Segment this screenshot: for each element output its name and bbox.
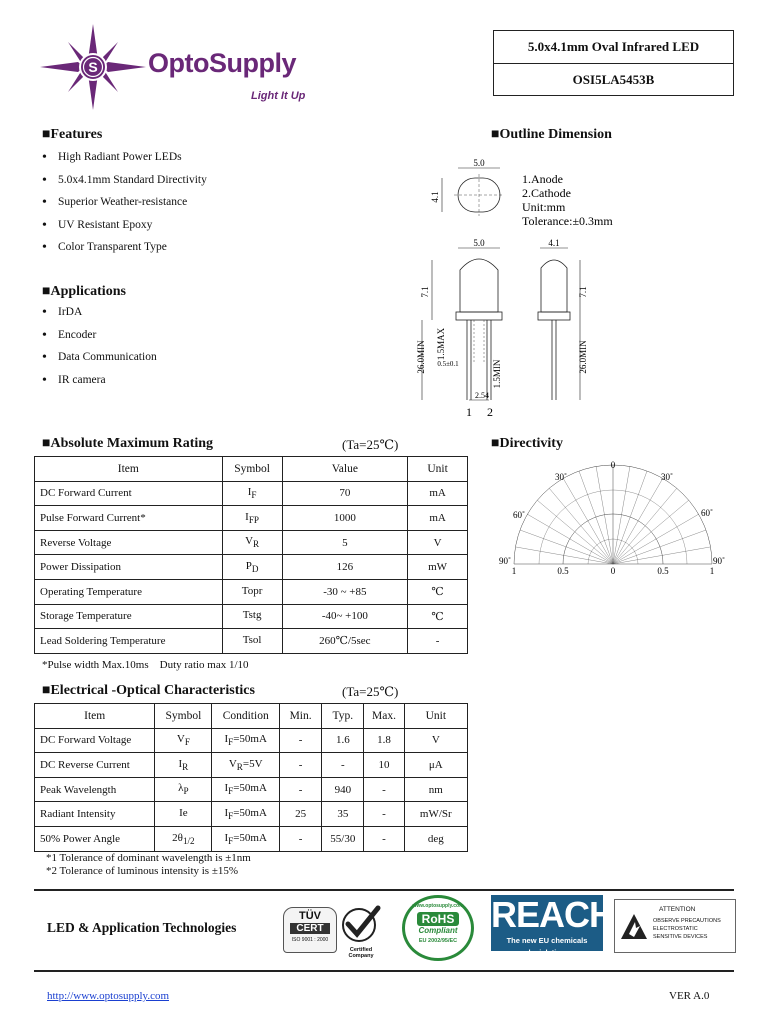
elec-opt-condition: (Ta=25℃) bbox=[342, 684, 399, 699]
symbol-cell: $2\theta_{1/2}$ bbox=[155, 826, 212, 851]
symbol-cell: $V_F$ bbox=[155, 728, 212, 753]
checkmark-icon bbox=[338, 904, 384, 944]
unit-cell: V bbox=[404, 728, 467, 753]
item-cell: 50% Power Angle bbox=[35, 826, 155, 851]
condition-cell: $I_F=50mA$ bbox=[212, 802, 280, 827]
abs-max-footnote: *Pulse width Max.10ms Duty ratio max 1/10 bbox=[42, 659, 249, 671]
angle-label-90-right: 90˚ bbox=[713, 556, 725, 566]
unit-cell: ℃ bbox=[408, 579, 468, 604]
condition-cell: $I_F=50mA$ bbox=[212, 728, 280, 753]
pin-2-label: 2 bbox=[487, 405, 493, 419]
application-item: • IR camera bbox=[42, 374, 342, 397]
reach-big: REACH bbox=[491, 894, 615, 935]
axis-label-05-right: 0.5 bbox=[657, 566, 669, 576]
logo bbox=[38, 22, 328, 112]
esd-line-4: SENSITIVE DEVICES bbox=[653, 934, 708, 940]
symbol-cell: $\lambda_P$ bbox=[155, 777, 212, 802]
product-title: 5.0x4.1mm Oval Infrared LED bbox=[527, 39, 700, 54]
item-cell: DC Forward Current bbox=[35, 481, 223, 506]
angle-label-30-left: 30˚ bbox=[555, 472, 567, 482]
max-cell: - bbox=[364, 826, 404, 851]
column-header: Symbol bbox=[155, 704, 212, 729]
max-cell: - bbox=[364, 802, 404, 827]
website-link[interactable]: http://www.optosupply.com bbox=[47, 990, 170, 1002]
unit-cell: - bbox=[408, 629, 468, 654]
max-cell: 10 bbox=[364, 753, 404, 778]
pin-1-label: 1 bbox=[466, 405, 472, 419]
application-item: • Encoder bbox=[42, 329, 342, 352]
min-cell: 25 bbox=[279, 802, 321, 827]
symbol-cell: $I_F$ bbox=[222, 481, 282, 506]
features-list bbox=[42, 151, 342, 264]
unit-cell: ℃ bbox=[408, 604, 468, 629]
item-cell: Lead Soldering Temperature bbox=[35, 629, 223, 654]
angle-label-30-right: 30˚ bbox=[661, 472, 673, 482]
unit-cell: μA bbox=[404, 753, 467, 778]
min-cell: - bbox=[279, 777, 321, 802]
footer-divider-top bbox=[34, 889, 734, 891]
esd-line-2: OBSERVE PRECAUTIONS bbox=[653, 918, 721, 924]
table-row bbox=[35, 481, 468, 506]
symbol-cell: Tsol bbox=[222, 629, 282, 654]
abs-max-heading: ■Absolute Maximum Rating bbox=[42, 436, 214, 451]
value-cell: 70 bbox=[282, 481, 408, 506]
rohs-mid: RoHS bbox=[417, 912, 459, 926]
elec-opt-note-1: *1 Tolerance of dominant wavelength is ±1nm bbox=[46, 852, 251, 864]
title-box bbox=[493, 30, 734, 96]
table-header-row bbox=[35, 704, 468, 729]
value-cell: 260℃/5sec bbox=[282, 629, 408, 654]
column-header: Value bbox=[282, 457, 408, 482]
logo-star-icon bbox=[38, 22, 148, 112]
outline-legend-cathode: 2.Cathode bbox=[522, 186, 571, 200]
dim-side-height: 7.1 bbox=[578, 286, 588, 298]
dim-side-lead-length: 26.0MIN bbox=[578, 340, 588, 374]
esd-line-1: ATTENTION bbox=[659, 906, 696, 913]
value-cell: -30 ~ +85 bbox=[282, 579, 408, 604]
min-cell: - bbox=[279, 728, 321, 753]
outline-heading: ■Outline Dimension bbox=[491, 127, 612, 142]
rohs-sub: Compliant bbox=[418, 926, 458, 935]
column-header: Item bbox=[35, 704, 155, 729]
max-cell: 1.8 bbox=[364, 728, 404, 753]
table-row bbox=[35, 555, 468, 580]
table-header-row bbox=[35, 457, 468, 482]
item-cell: Reverse Voltage bbox=[35, 530, 223, 555]
typ-cell: 1.6 bbox=[322, 728, 364, 753]
angle-label-60-right: 60˚ bbox=[701, 508, 713, 518]
axis-label-1-right: 1 bbox=[709, 566, 715, 576]
outline-legend-unit: Unit:mm bbox=[522, 200, 566, 214]
value-cell: 1000 bbox=[282, 506, 408, 531]
column-header: Unit bbox=[404, 704, 467, 729]
tuv-certificate-logo bbox=[283, 907, 337, 953]
angle-label-0: 0 bbox=[610, 460, 616, 470]
symbol-cell: Ie bbox=[155, 802, 212, 827]
value-cell: -40~ +100 bbox=[282, 604, 408, 629]
feature-item: • 5.0x4.1mm Standard Directivity bbox=[42, 174, 342, 197]
abs-max-condition: (Ta=25℃) bbox=[342, 437, 399, 452]
logo-letter: S bbox=[88, 59, 98, 75]
dim-lead-square: 0.5±0.1 bbox=[437, 360, 459, 368]
typ-cell: 35 bbox=[322, 802, 364, 827]
column-header: Item bbox=[35, 457, 223, 482]
condition-cell: $I_F=50mA$ bbox=[212, 826, 280, 851]
table-row bbox=[35, 629, 468, 654]
brand-name: OptoSupply bbox=[148, 48, 296, 78]
dim-top-height: 4.1 bbox=[430, 191, 440, 203]
item-cell: DC Forward Voltage bbox=[35, 728, 155, 753]
unit-cell: mA bbox=[408, 506, 468, 531]
unit-cell: mW/Sr bbox=[404, 802, 467, 827]
item-cell: Power Dissipation bbox=[35, 555, 223, 580]
item-cell: Operating Temperature bbox=[35, 579, 223, 604]
unit-cell: mA bbox=[408, 481, 468, 506]
symbol-cell: $P_D$ bbox=[222, 555, 282, 580]
axis-label-05-left: 0.5 bbox=[557, 566, 569, 576]
application-item: • Data Communication bbox=[42, 351, 342, 374]
feature-item: • UV Resistant Epoxy bbox=[42, 219, 342, 242]
condition-cell: $I_F=50mA$ bbox=[212, 777, 280, 802]
tuv-mid: CERT bbox=[290, 923, 330, 934]
column-header: Typ. bbox=[322, 704, 364, 729]
esd-line-3: ELECTROSTATIC bbox=[653, 926, 698, 932]
item-cell: Pulse Forward Current* bbox=[35, 506, 223, 531]
dim-top-width: 5.0 bbox=[473, 158, 485, 168]
elec-opt-note-2: *2 Tolerance of luminous intensity is ±15% bbox=[46, 865, 239, 877]
tuv-top: TÜV bbox=[299, 910, 321, 922]
max-cell: - bbox=[364, 777, 404, 802]
rohs-bottom: EU 2002/95/EC bbox=[418, 938, 458, 944]
feature-item: • Color Transparent Type bbox=[42, 241, 342, 264]
brand-tagline: Light It Up bbox=[251, 90, 306, 102]
symbol-cell: Topr bbox=[222, 579, 282, 604]
elec-opt-table bbox=[34, 703, 468, 852]
item-cell: Radiant Intensity bbox=[35, 802, 155, 827]
angle-label-60-left: 60˚ bbox=[513, 510, 525, 520]
table-row bbox=[35, 530, 468, 555]
certified-label: Certified Company bbox=[348, 947, 374, 959]
certified-company-logo bbox=[338, 904, 384, 959]
symbol-cell: $V_R$ bbox=[222, 530, 282, 555]
table-row bbox=[35, 604, 468, 629]
reach-logo bbox=[491, 894, 615, 957]
table-row bbox=[35, 777, 468, 802]
min-cell: - bbox=[279, 826, 321, 851]
applications-list bbox=[42, 306, 342, 396]
symbol-cell: $I_{FP}$ bbox=[222, 506, 282, 531]
value-cell: 126 bbox=[282, 555, 408, 580]
table-row bbox=[35, 753, 468, 778]
symbol-cell: Tstg bbox=[222, 604, 282, 629]
dim-min-1-5: 1.5MIN bbox=[492, 359, 502, 389]
unit-cell: nm bbox=[404, 777, 467, 802]
table-row bbox=[35, 728, 468, 753]
directivity-chart bbox=[489, 458, 739, 578]
dim-lead-length: 26.0MIN bbox=[416, 340, 426, 374]
unit-cell: V bbox=[408, 530, 468, 555]
esd-warning-icon bbox=[619, 912, 649, 942]
unit-cell: mW bbox=[408, 555, 468, 580]
dim-pitch: 2.54 bbox=[475, 391, 489, 400]
symbol-cell: $I_R$ bbox=[155, 753, 212, 778]
outline-legend-anode: 1.Anode bbox=[522, 172, 563, 186]
feature-item: • Superior Weather-resistance bbox=[42, 196, 342, 219]
elec-opt-heading: ■Electrical -Optical Characteristics bbox=[42, 683, 255, 698]
directivity-heading: ■Directivity bbox=[491, 436, 563, 451]
outline-legend-tolerance: Tolerance:±0.3mm bbox=[522, 214, 613, 228]
condition-cell: $V_R=5V$ bbox=[212, 753, 280, 778]
footer-divider-bottom bbox=[34, 970, 734, 972]
item-cell: Peak Wavelength bbox=[35, 777, 155, 802]
column-header: Min. bbox=[279, 704, 321, 729]
dim-side-width: 4.1 bbox=[548, 238, 560, 248]
dim-front-width: 5.0 bbox=[473, 238, 485, 248]
unit-cell: deg bbox=[404, 826, 467, 851]
version-label: VER A.0 bbox=[669, 990, 710, 1002]
column-header: Condition bbox=[212, 704, 280, 729]
axis-label-1-left: 1 bbox=[511, 566, 517, 576]
outline-drawing bbox=[414, 152, 734, 422]
min-cell: - bbox=[279, 753, 321, 778]
table-row bbox=[35, 579, 468, 604]
part-number: OSI5LA5453B bbox=[494, 63, 733, 96]
dim-height: 7.1 bbox=[420, 286, 430, 298]
features-heading: ■Features bbox=[42, 127, 103, 142]
footer-title: LED & Application Technologies bbox=[47, 920, 237, 935]
angle-label-90-left: 90˚ bbox=[499, 556, 511, 566]
table-row bbox=[35, 802, 468, 827]
typ-cell: 940 bbox=[322, 777, 364, 802]
esd-attention-label bbox=[614, 899, 736, 953]
application-item: • IrDA bbox=[42, 306, 342, 329]
applications-heading: ■Applications bbox=[42, 284, 126, 299]
value-cell: 5 bbox=[282, 530, 408, 555]
table-row bbox=[35, 826, 468, 851]
column-header: Max. bbox=[364, 704, 404, 729]
column-header: Symbol bbox=[222, 457, 282, 482]
column-header: Unit bbox=[408, 457, 468, 482]
feature-item: • High Radiant Power LEDs bbox=[42, 151, 342, 174]
rohs-url: www.optosupply.com bbox=[412, 903, 464, 909]
tuv-bottom: ISO 9001 : 2000 bbox=[291, 937, 329, 943]
table-row bbox=[35, 506, 468, 531]
item-cell: DC Reverse Current bbox=[35, 753, 155, 778]
item-cell: Storage Temperature bbox=[35, 604, 223, 629]
abs-max-table bbox=[34, 456, 468, 654]
reach-small: The new EU chemicals legislation bbox=[506, 936, 588, 957]
typ-cell: - bbox=[322, 753, 364, 778]
rohs-logo bbox=[402, 895, 474, 961]
axis-label-0: 0 bbox=[610, 566, 616, 576]
typ-cell: 55/30 bbox=[322, 826, 364, 851]
dim-max-1-5: 1.5MAX bbox=[436, 327, 446, 361]
